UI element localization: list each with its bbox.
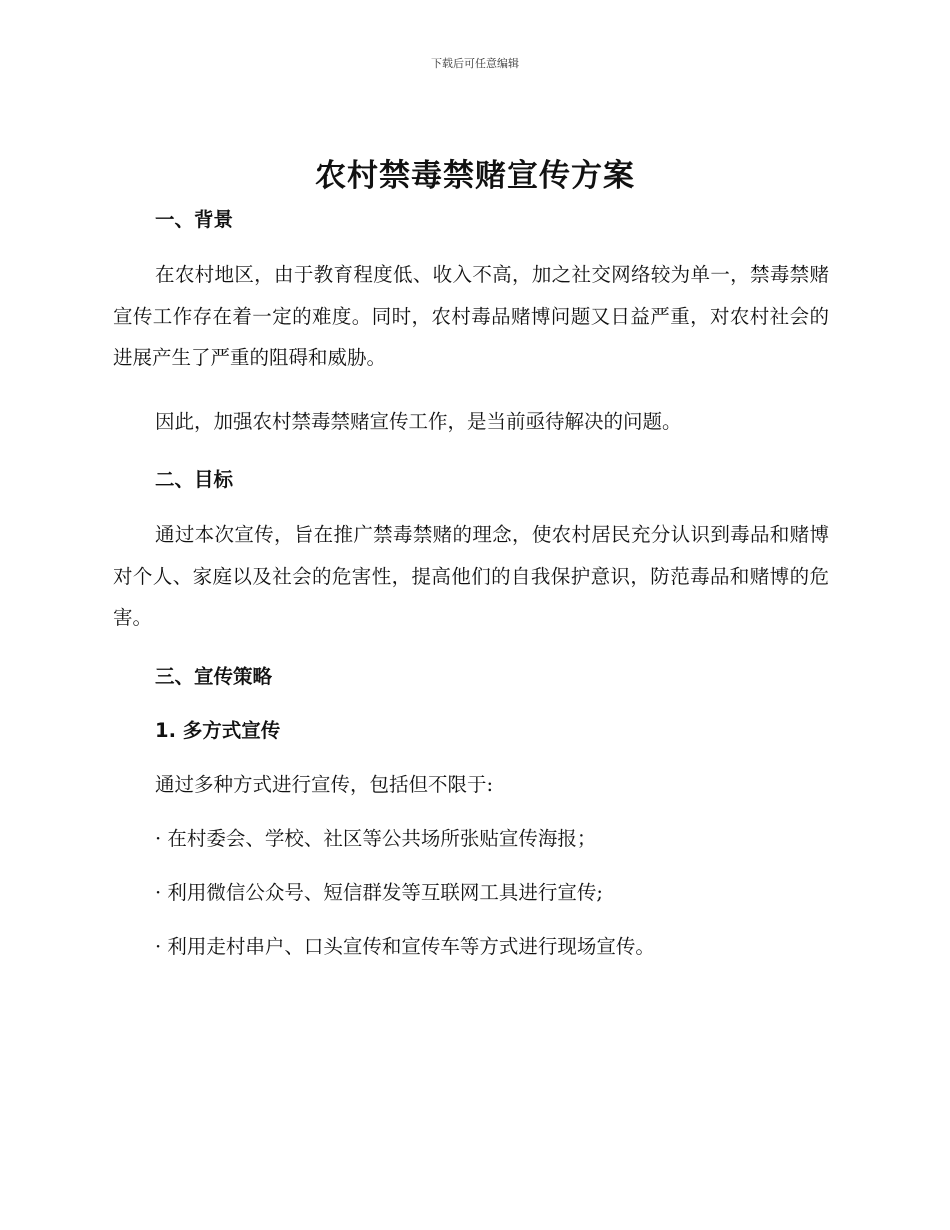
page-title: 农村禁毒禁赌宣传方案 xyxy=(315,158,635,194)
background-paragraph-2: 因此，加强农村禁毒禁赌宣传工作，是当前亟待解决的问题。 xyxy=(155,409,682,433)
document-body xyxy=(113,204,829,963)
goal-paragraph-1: 通过本次宣传，旨在推广禁毒禁赌的理念，使农村居民充分认识到毒品和赌博对个人、家庭以及社会的危害性，提高他们的自我保护意识，防范毒品和赌博的危害。 xyxy=(113,523,829,629)
strategy-bullet-1: · 在村委会、学校、社区等公共场所张贴宣传海报； xyxy=(155,826,597,850)
background-paragraph-1: 在农村地区，由于教育程度低、收入不高，加之社交网络较为单一，禁毒禁赌宣传工作存在着一定的难度。同时，农村毒品赌博问题又日益严重，对农村社会的进展产生了严重的阻碍和威胁。 xyxy=(113,263,829,369)
subsection-heading-multi-method: 1. 多方式宣传 xyxy=(155,718,281,742)
header-note: 下载后可任意编辑 xyxy=(431,57,519,70)
strategy-bullet-2: · 利用微信公众号、短信群发等互联网工具进行宣传; xyxy=(155,880,603,904)
section-heading-background: 一、背景 xyxy=(155,208,234,231)
section-heading-goal: 二、目标 xyxy=(155,468,234,491)
section-heading-strategy: 三、宣传策略 xyxy=(155,664,273,688)
strategy-bullet-3: · 利用走村串户、口头宣传和宣传车等方式进行现场宣传。 xyxy=(155,934,655,958)
strategy-intro: 通过多种方式进行宣传，包括但不限于: xyxy=(155,772,494,796)
